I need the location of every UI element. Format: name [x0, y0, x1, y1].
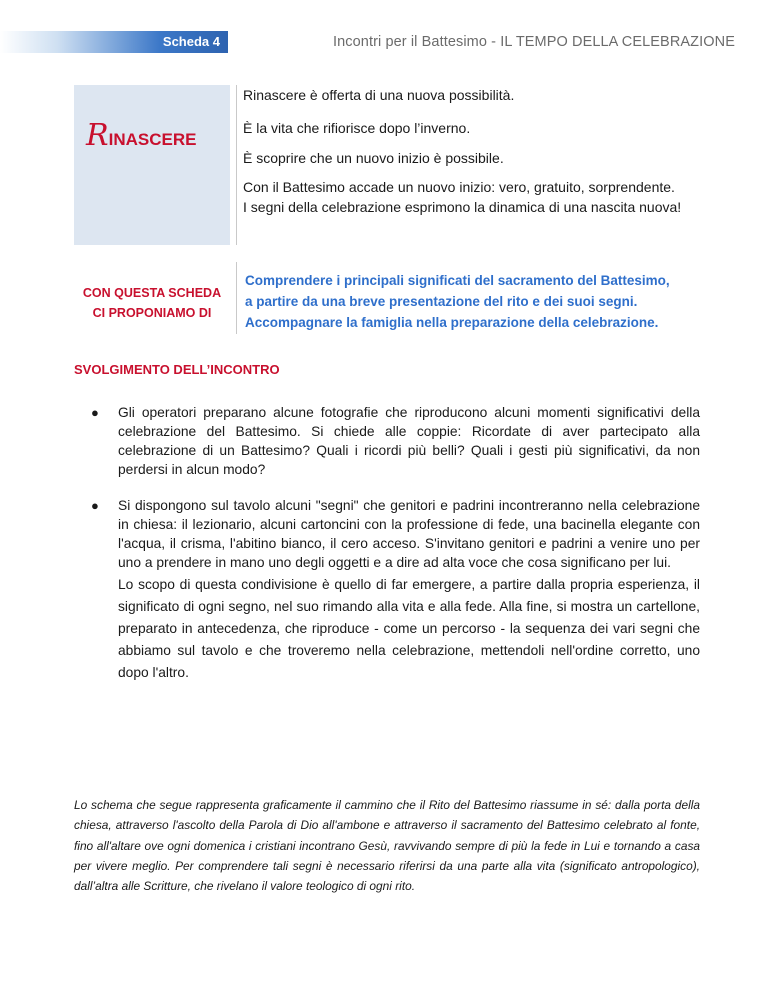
aims-label-line: CON QUESTA SCHEDA	[82, 286, 222, 300]
intro-line: I segni della celebrazione esprimono la dinamica di una nascita nuova!	[243, 199, 682, 215]
intro-line: Rinascere è offerta di una nuova possibilità.	[243, 87, 515, 103]
header-badge-label: Scheda 4	[162, 34, 220, 49]
intro-line: Con il Battesimo accade un nuovo inizio: vero, gratuito, sorprendente.	[243, 179, 675, 195]
header-title: Incontri per il Battesimo - IL TEMPO DELLA CELEBRAZIONE	[333, 34, 735, 50]
bullet-icon: ●	[91, 405, 99, 420]
bullet-item	[74, 403, 700, 479]
aim-line: Accompagnare la famiglia nella preparazione della celebrazione.	[245, 315, 659, 330]
bullet-text-continued: Lo scopo di questa condivisione è quello di far emergere, a partire dalla propria esperienza, il significato di ogni segno, nel suo rimando alla vita e alla fede. Alla fine, si mostra un cartellone, preparato in antecedenza, che riproduce - come un percorso - la sequenza dei vari segni che abbiamo sul tavolo e che troveremo nella celebrazione, mettendoli nell'ordine corretto, uno dopo l'altro.	[118, 577, 700, 680]
aim-line: a partire da una breve presentazione del rito e dei suoi segni.	[245, 294, 638, 309]
aims-list	[245, 270, 670, 333]
divider-line	[236, 85, 237, 245]
title-rest: INASCERE	[108, 130, 197, 149]
header-badge	[0, 31, 228, 53]
aims-label	[74, 283, 230, 323]
bullet-text: Gli operatori preparano alcune fotografie che riproducono alcuni momenti significativi della celebrazione del Battesimo. Si chiede alle coppie: Ricordate di aver partecipato alla celebrazione di un Battesimo? Quali i ricordi più belli? Quali i gesti più significativi, da non perdersi in alcun modo?	[118, 405, 700, 477]
title-box	[74, 85, 230, 245]
intro-line: È scoprire che un nuovo inizio è possibile.	[243, 150, 504, 166]
intro-line: È la vita che rifiorisce dopo l’inverno.	[243, 120, 471, 136]
bullet-list	[74, 403, 700, 684]
bullet-text: Si dispongono sul tavolo alcuni "segni" che genitori e padrini incontreranno nella celebrazione in chiesa: il lezionario, alcuni cartoncini con la professione di fede, una bacinella elegante con l'acqua, il crisma, l'abitino bianco, il cero acceso. S'invitano genitori e padrini a venire uno per uno a prendere in mano uno degli oggetti e a dire ad alta voce che cosa significano per lui.	[118, 498, 700, 570]
intro-paragraph	[243, 177, 681, 217]
divider-line	[236, 262, 237, 334]
title-word	[86, 118, 196, 153]
bullet-item	[74, 496, 700, 684]
aims-label-line: CI PROPONIAMO DI	[92, 306, 212, 320]
section-title: SVOLGIMENTO DELL’INCONTRO	[74, 362, 280, 377]
aim-line: Comprendere i principali significati del sacramento del Battesimo,	[245, 273, 670, 288]
bullet-icon: ●	[91, 498, 99, 513]
footnote: Lo schema che segue rappresenta graficamente il cammino che il Rito del Battesimo riassume in sé: dalla porta della chiesa, attraverso l'ascolto della Parola di Dio all'ambone e attraverso il sacramento del Battesimo celebrato al fonte, fino all'altare ove ogni domenica i cristiani incontrano Gesù, ravvivando sempre di più la fede in Lui e tornando a casa per vivere meglio. Per comprendere tali segni è necessario riferirsi da una parte alla vita (significato antropologico), dall’altra alle Scritture, che rivelano il valore teologico di ogni rito.	[74, 798, 700, 894]
title-initial: R	[86, 118, 109, 153]
